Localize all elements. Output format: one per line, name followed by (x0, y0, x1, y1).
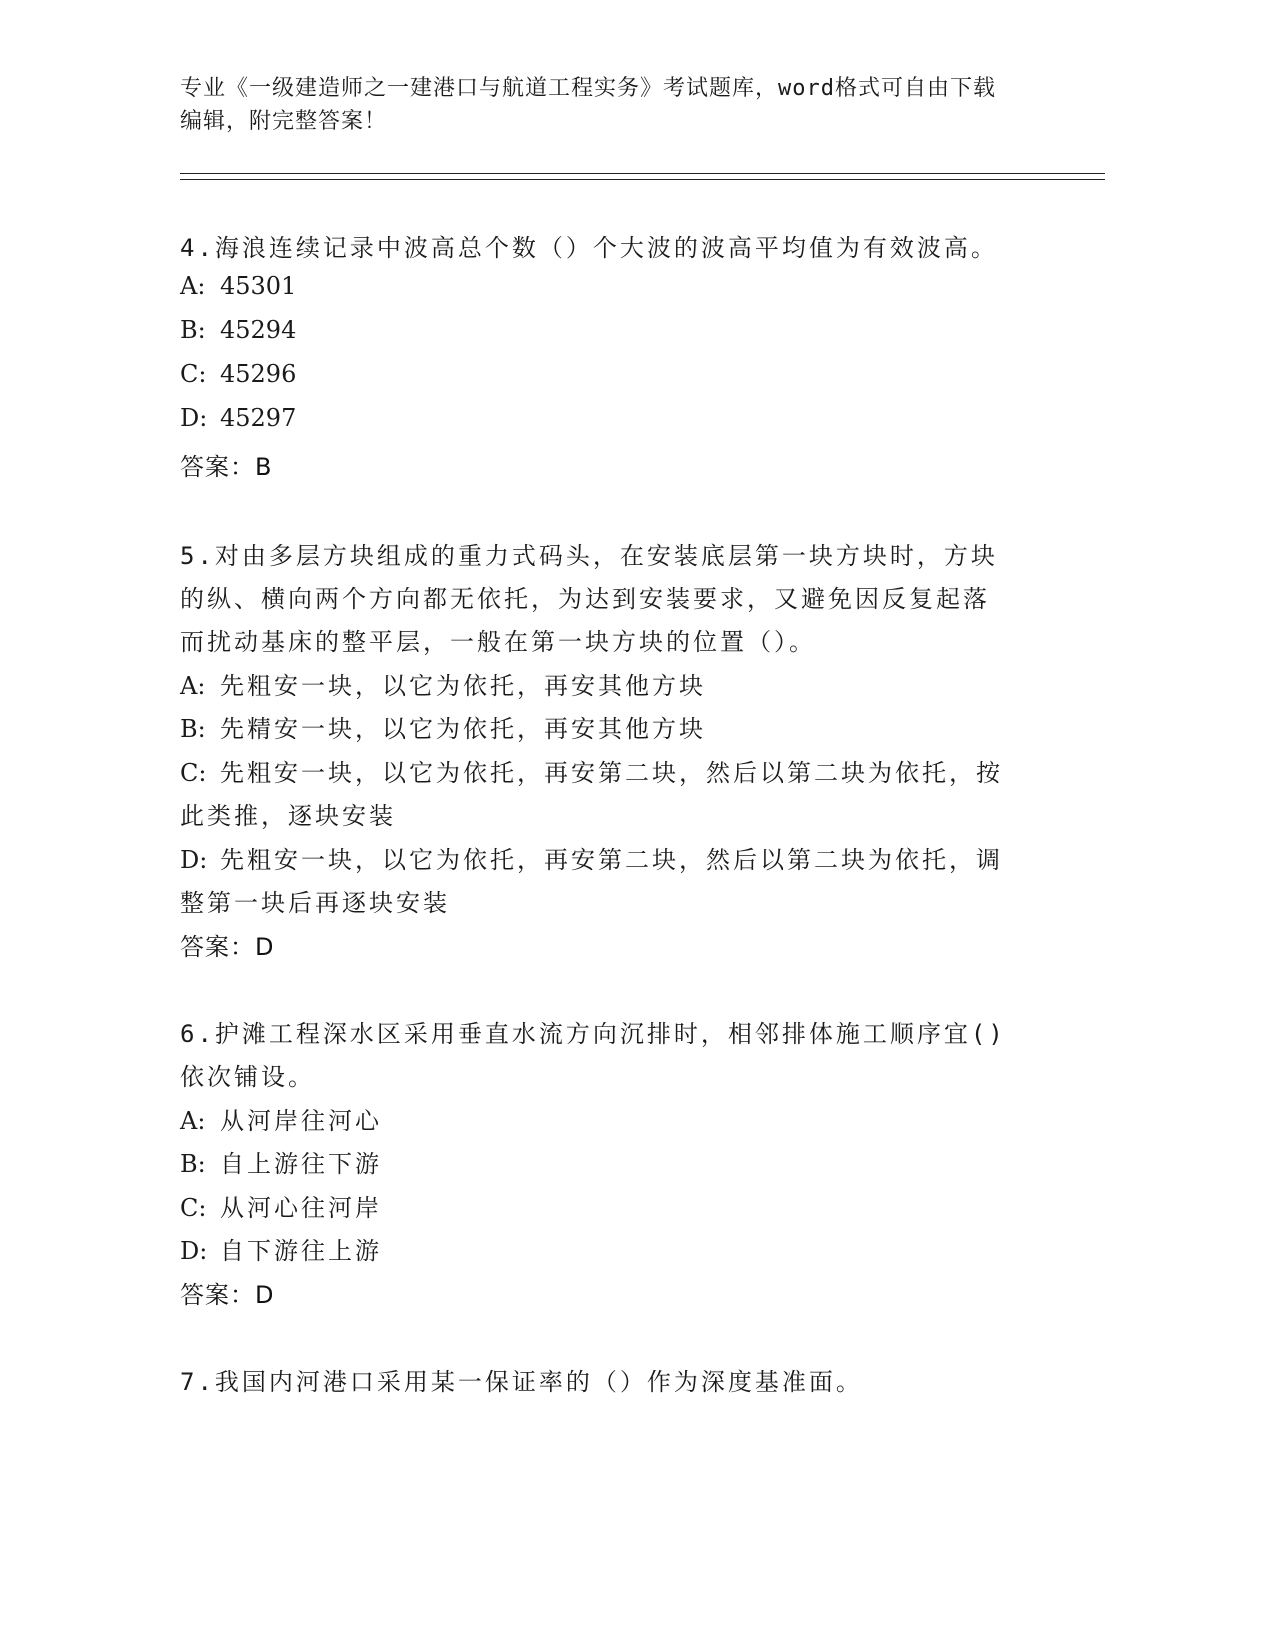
question-5-option-c (180, 753, 1003, 788)
question-4-answer: 答案：B (180, 453, 273, 481)
question-6-stem-line-2: 依次铺设。 (180, 1063, 315, 1091)
header-line-2: 编辑，附完整答案！ (180, 109, 388, 134)
option-label: C: (180, 759, 207, 787)
option-text: 先粗安一块，以它为依托，再安第二块，然后以第二块为依托，调 (220, 846, 1003, 874)
option-text: 从河心往河岸 (220, 1194, 382, 1222)
question-5-option-b (180, 709, 706, 744)
option-label: C: (180, 1194, 207, 1222)
option-label: D: (180, 846, 208, 874)
option-label: B: (180, 1150, 206, 1178)
option-label: D: (180, 404, 208, 432)
question-5-option-d-continued: 整第一块后再逐块安装 (180, 889, 450, 917)
question-6-option-c (180, 1188, 382, 1223)
document-header (180, 72, 1080, 138)
question-6-option-d (180, 1231, 382, 1266)
question-6-option-a (180, 1101, 382, 1136)
option-text: 45294 (220, 316, 297, 344)
question-5-option-c-continued: 此类推，逐块安装 (180, 802, 396, 830)
question-5-stem-line-1: 5.对由多层方块组成的重力式码头，在安装底层第一块方块时，方块 (180, 542, 998, 570)
option-text: 先粗安一块，以它为依托，再安第二块，然后以第二块为依托，按 (220, 759, 1003, 787)
option-label: D: (180, 1237, 208, 1265)
option-label: B: (180, 715, 206, 743)
header-divider-top (180, 173, 1105, 174)
question-5-stem-line-2: 的纵、横向两个方向都无依托，为达到安装要求，又避免因反复起落 (180, 585, 990, 613)
question-5-answer: 答案：D (180, 933, 275, 961)
option-text: 自下游往上游 (220, 1237, 382, 1265)
header-line-1: 专业《一级建造师之一建港口与航道工程实务》考试题库，word格式可自由下载 (180, 76, 996, 101)
option-label: A: (180, 672, 206, 700)
option-text: 45296 (220, 360, 297, 388)
question-4-option-c (180, 360, 296, 388)
question-5-option-a (180, 666, 706, 701)
question-4-stem-line-1: 4.海浪连续记录中波高总个数（）个大波的波高平均值为有效波高。 (180, 234, 998, 262)
question-5-option-d (180, 840, 1003, 875)
question-7-stem-line-1: 7.我国内河港口采用某一保证率的（）作为深度基准面。 (180, 1368, 863, 1396)
option-label: A: (180, 272, 206, 300)
header-divider-bottom (180, 179, 1105, 180)
question-6-stem-line-1: 6.护滩工程深水区采用垂直水流方向沉排时，相邻排体施工顺序宜() (180, 1020, 1006, 1048)
option-label: C: (180, 360, 207, 388)
question-4-option-d (180, 404, 296, 432)
option-text: 自上游往下游 (220, 1150, 382, 1178)
option-label: A: (180, 1107, 206, 1135)
question-6-option-b (180, 1144, 382, 1179)
option-label: B: (180, 316, 206, 344)
question-4-option-b (180, 316, 296, 344)
question-6-answer: 答案：D (180, 1281, 275, 1309)
question-4-option-a (180, 272, 296, 300)
question-5-stem-line-3: 而扰动基床的整平层，一般在第一块方块的位置（）。 (180, 628, 816, 656)
option-text: 45301 (220, 272, 297, 300)
option-text: 先精安一块，以它为依托，再安其他方块 (220, 715, 706, 743)
option-text: 45297 (220, 404, 297, 432)
option-text: 从河岸往河心 (220, 1107, 382, 1135)
option-text: 先粗安一块，以它为依托，再安其他方块 (220, 672, 706, 700)
